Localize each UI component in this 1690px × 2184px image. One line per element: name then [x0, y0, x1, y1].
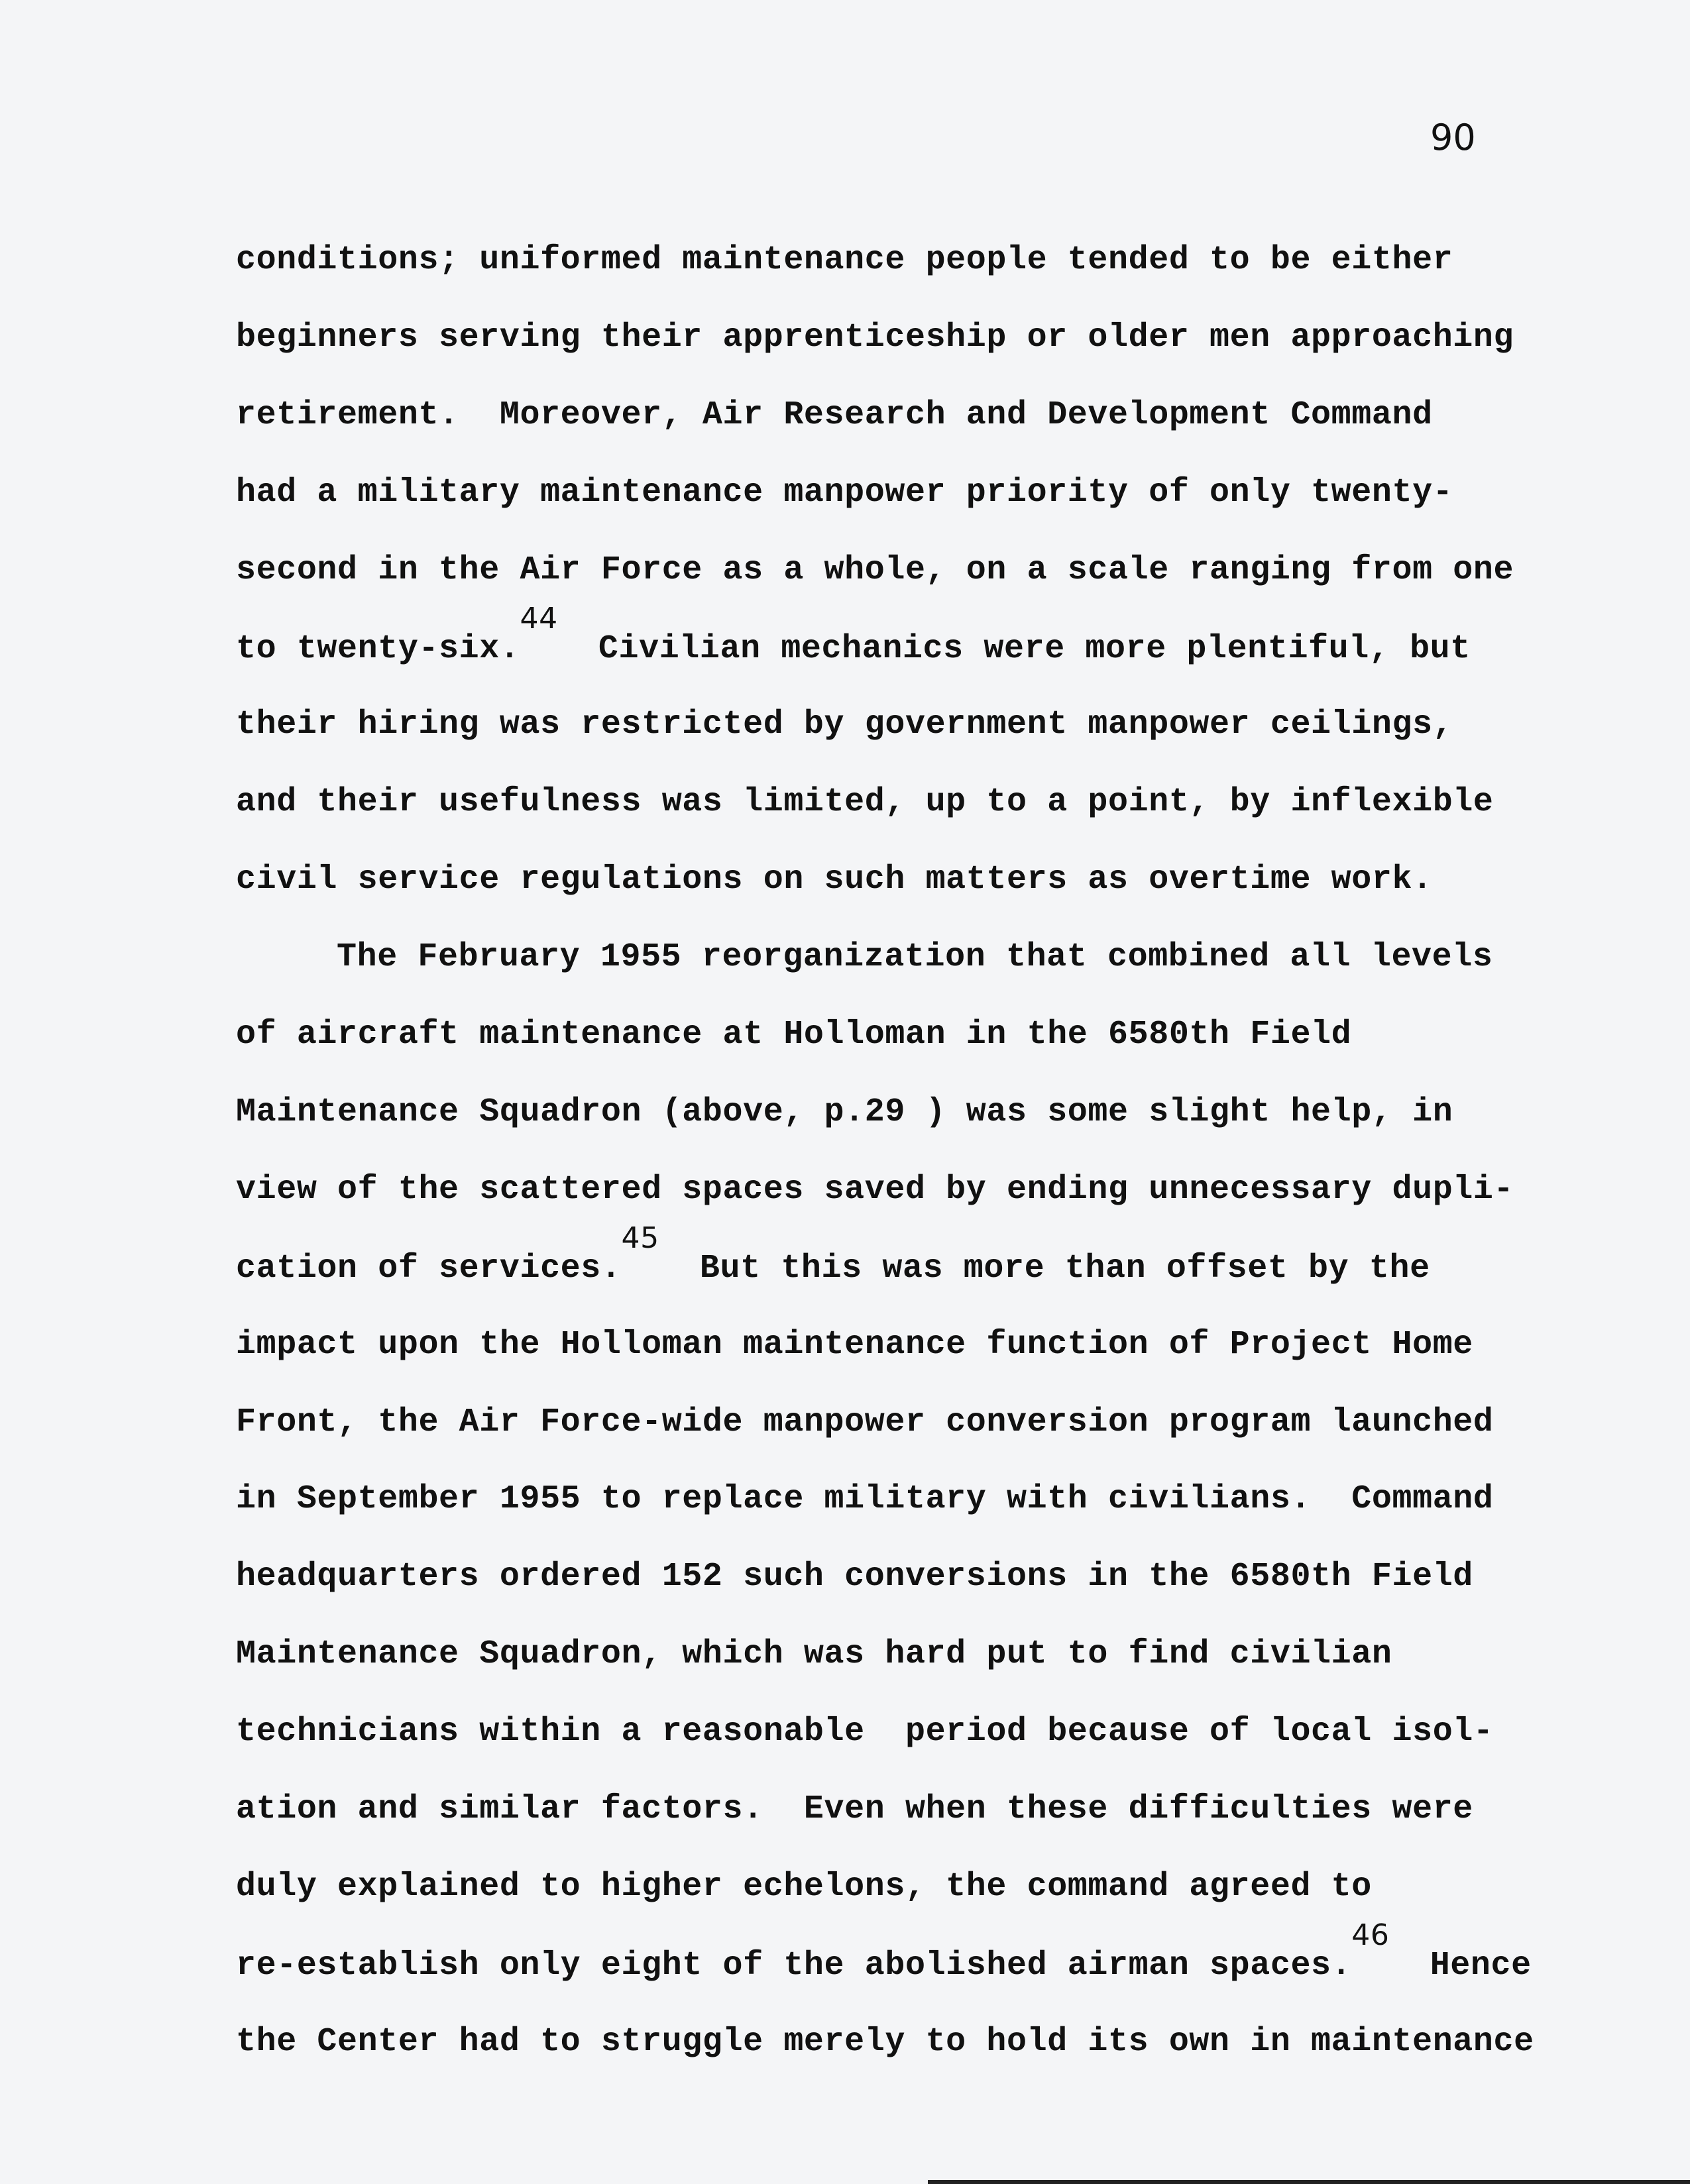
- text-line: [236, 1093, 1453, 1132]
- line-text: headquarters ordered 152 such conversions in the 6580th Field: [236, 1558, 1473, 1596]
- line-text: Maintenance Squadron (above, p.29 ) was some slight help, in: [236, 1093, 1453, 1131]
- text-line: [236, 1918, 1532, 1986]
- line-text: Front, the Air Force-wide manpower conversion program launched: [236, 1403, 1494, 1441]
- line-text: The February 1955 reorganization that combined all levels: [337, 938, 1493, 977]
- text-line: [236, 601, 1471, 669]
- line-text: and their usefulness was limited, up to a point, by inflexible: [236, 783, 1494, 822]
- line-text: civil service regulations on such matters as overtime work.: [236, 861, 1433, 899]
- page-number: 90: [1430, 117, 1476, 158]
- line-text: of aircraft maintenance at Holloman in the 6580th Field: [236, 1016, 1352, 1054]
- line-text-continued: Civilian mechanics were more plentiful, but: [557, 629, 1471, 668]
- text-line: [236, 1170, 1514, 1210]
- text-line: [236, 1557, 1473, 1597]
- line-text: to twenty-six.: [236, 629, 520, 668]
- line-text: conditions; uniformed maintenance people tended to be either: [236, 241, 1453, 279]
- text-line: [236, 705, 1453, 745]
- line-text: re-establish only eight of the abolished airman spaces.: [236, 1946, 1352, 1985]
- text-line: [236, 1221, 1430, 1289]
- text-line: [236, 396, 1433, 435]
- line-text-continued: But this was more than offset by the: [659, 1249, 1430, 1287]
- line-text: cation of services.: [236, 1249, 622, 1287]
- text-line: [236, 1635, 1392, 1674]
- text-line: [236, 473, 1453, 513]
- line-text: retirement. Moreover, Air Research and Development Command: [236, 396, 1433, 434]
- line-text: in September 1955 to replace military with civilians. Command: [236, 1480, 1494, 1519]
- text-line: [236, 318, 1514, 358]
- text-line: [236, 1867, 1372, 1907]
- line-text: duly explained to higher echelons, the command agreed to: [236, 1867, 1372, 1906]
- text-line: [236, 1015, 1351, 1055]
- text-line: [236, 783, 1494, 822]
- text-line: [337, 938, 1493, 977]
- line-text: technicians within a reasonable period because of local isol-: [236, 1713, 1494, 1751]
- line-text: their hiring was restricted by government manpower ceilings,: [236, 706, 1453, 744]
- text-line: [236, 860, 1433, 900]
- line-text: beginners serving their apprenticeship or older men approaching: [236, 318, 1514, 356]
- scan-edge: [928, 2180, 1690, 2184]
- text-line: [236, 2022, 1534, 2062]
- line-text: view of the scattered spaces saved by ending unnecessary dupli-: [236, 1170, 1514, 1209]
- line-text: second in the Air Force as a whole, on a scale ranging from one: [236, 551, 1514, 589]
- footnote-marker: 44: [520, 601, 558, 635]
- line-text: Maintenance Squadron, which was hard put to find civilian: [236, 1635, 1392, 1674]
- line-text: had a military maintenance manpower priority of only twenty-: [236, 473, 1453, 512]
- footnote-marker: 45: [621, 1221, 659, 1255]
- text-line: [236, 1325, 1473, 1365]
- line-text: ation and similar factors. Even when these difficulties were: [236, 1790, 1473, 1828]
- text-line: [236, 551, 1514, 590]
- text-line: [236, 241, 1453, 280]
- footnote-marker: 46: [1351, 1918, 1390, 1952]
- text-line: [236, 1790, 1473, 1829]
- line-text: the Center had to struggle merely to hold its own in maintenance: [236, 2022, 1534, 2061]
- line-text: impact upon the Holloman maintenance function of Project Home: [236, 1325, 1473, 1364]
- line-text-continued: Hence: [1389, 1946, 1532, 1985]
- text-line: [236, 1403, 1494, 1443]
- text-line: [236, 1480, 1494, 1519]
- text-line: [236, 1712, 1494, 1752]
